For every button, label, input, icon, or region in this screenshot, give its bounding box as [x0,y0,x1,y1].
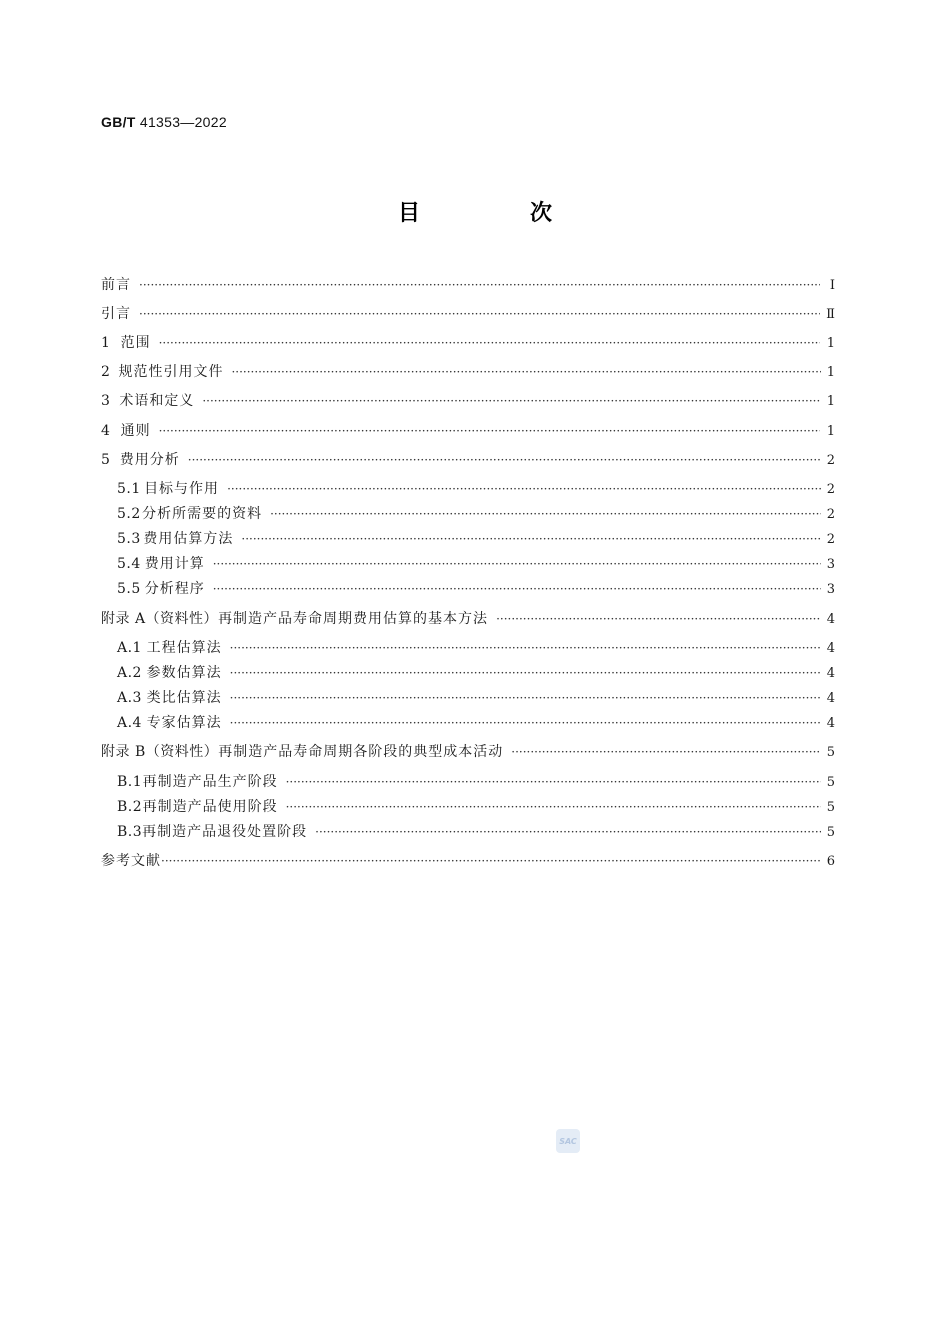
toc-entry-bibliography[interactable] [101,851,835,871]
toc-entry-section-3[interactable] [101,391,835,411]
toc-entry-page: 2 [826,482,835,497]
toc-entry-label: 目标与作用 [144,481,220,497]
toc-entry-number: 附录 A（资料性） [101,611,219,627]
toc-entry-label: 费用计算 [144,556,205,572]
toc-title: 目 次 [397,201,596,226]
toc-entry-page: 1 [826,394,835,409]
toc-entry-number: 1 [101,335,111,351]
toc-entry-page: 4 [826,666,835,681]
toc-entry-number: B.3 [117,824,143,840]
toc-leader-dots [286,797,821,817]
toc-leader-dots [161,851,820,871]
toc-entry-label: 再制造产品寿命周期费用估算的基本方法 [218,611,489,627]
toc-entry-annex-a-1[interactable] [117,638,835,658]
toc-entry-label: 参数估算法 [146,665,222,681]
toc-leader-dots [286,772,821,792]
toc-entry-number: 5.1 [117,481,141,497]
toc-entry-page: 3 [826,582,835,597]
toc-entry-label: 专家估算法 [146,715,222,731]
toc-entry-section-5-5[interactable] [117,579,835,599]
toc-entry-page: 5 [826,775,835,790]
toc-leader-dots [241,529,820,549]
toc-entry-section-1[interactable] [101,333,835,353]
toc-entry-page: Ⅰ [829,278,835,293]
standard-prefix: GB/T [101,114,136,130]
toc-leader-dots [230,638,821,658]
toc-leader-dots [511,742,820,762]
toc-leader-dots [213,579,821,599]
toc-entry-page: 1 [826,365,835,380]
toc-entry-page: 4 [826,612,835,627]
toc-entry-number: B.1 [117,774,143,790]
toc-entry-number: A.3 [117,690,142,706]
toc-leader-dots [315,822,821,842]
toc-entry-annex-a[interactable] [101,609,835,629]
toc-leader-dots [230,713,821,733]
toc-entry-page: 5 [826,745,835,760]
toc-leader-dots [230,663,821,683]
toc-entry-label: 范围 [120,335,151,351]
toc-entry-annex-a-3[interactable] [117,688,835,708]
toc-entry-label: 费用估算方法 [143,531,234,547]
toc-entry-section-2[interactable] [101,362,835,382]
toc-entry-label: 规范性引用文件 [118,364,224,380]
toc-entry-page: Ⅱ [826,307,835,322]
toc-entry-number: 2 [101,364,111,380]
toc-leader-dots [231,362,820,382]
toc-entry-label: 类比估算法 [146,690,222,706]
toc-entry-label: 前言 [101,277,131,293]
toc-leader-dots [230,688,821,708]
toc-entry-label: 再制造产品生产阶段 [142,774,278,790]
toc-entry-page: 2 [826,453,835,468]
toc-entry-label: 通则 [120,423,151,439]
toc-entry-number: A.1 [117,640,142,656]
standard-number: 41353—2022 [139,114,227,130]
toc-entry-number: 3 [101,393,111,409]
toc-leader-dots [159,333,820,353]
toc-entry-page: 5 [826,825,835,840]
toc-entry-annex-b-3[interactable] [117,822,835,842]
toc-entry-page: 1 [826,336,835,351]
toc-entry-section-4[interactable] [101,421,835,441]
toc-entry-label: 费用分析 [119,452,180,468]
toc-entry-annex-a-4[interactable] [117,713,835,733]
toc-entry-page: 3 [826,557,835,572]
toc-entry-number: 5.4 [117,556,141,572]
toc-entry-introduction[interactable] [101,304,835,324]
toc-entry-page: 2 [826,507,835,522]
toc-entry-label: 再制造产品寿命周期各阶段的典型成本活动 [218,744,504,760]
toc-entry-section-5-3[interactable] [117,529,835,549]
toc-leader-dots [188,450,821,470]
toc-entry-page: 2 [826,532,835,547]
toc-entry-section-5-2[interactable] [117,504,835,524]
toc-entry-label: 分析所需要的资料 [142,506,263,522]
toc-entry-label: 术语和定义 [119,393,195,409]
toc-entry-annex-b[interactable] [101,742,835,762]
toc-leader-dots [139,275,820,295]
toc-entry-number: 附录 B（资料性） [101,744,219,760]
toc-entry-number: A.2 [117,665,142,681]
toc-leader-dots [270,504,821,524]
toc-leader-dots [496,609,821,629]
toc-entry-section-5-1[interactable] [117,479,835,499]
toc-entry-label: 分析程序 [144,581,205,597]
toc-entry-number: A.4 [117,715,142,731]
toc-entry-section-5[interactable] [101,450,835,470]
toc-entry-page: 4 [826,641,835,656]
toc-entry-label: 引言 [101,306,131,322]
toc-leader-dots [159,421,820,441]
toc-leader-dots [227,479,821,499]
toc-entry-label: 再制造产品使用阶段 [142,799,278,815]
toc-entry-page: 4 [826,716,835,731]
toc-entry-number: 4 [101,423,111,439]
standard-code [101,114,227,130]
toc-entry-label: 再制造产品退役处置阶段 [142,824,308,840]
toc-entry-page: 1 [826,424,835,439]
toc-entry-page: 5 [826,800,835,815]
toc-entry-page: 4 [826,691,835,706]
toc-entry-section-5-4[interactable] [117,554,835,574]
sac-watermark-logo: SAC [556,1129,580,1153]
toc-entry-annex-a-2[interactable] [117,663,835,683]
toc-leader-dots [139,304,820,324]
toc-entry-label: 参考文献 [101,853,161,869]
toc-entry-number: 5.5 [117,581,141,597]
toc-entry-page: 6 [826,854,835,869]
toc-entry-annex-b-2[interactable] [117,797,835,817]
toc-entry-label: 工程估算法 [146,640,222,656]
toc-leader-dots [213,554,821,574]
toc-entry-number: 5 [101,452,111,468]
toc-entry-number: 5.2 [117,506,141,522]
toc-entry-foreword[interactable] [101,275,835,295]
toc-entry-number: B.2 [117,799,143,815]
toc-leader-dots [202,391,820,411]
toc-entry-annex-b-1[interactable] [117,772,835,792]
toc-entry-number: 5.3 [117,531,141,547]
